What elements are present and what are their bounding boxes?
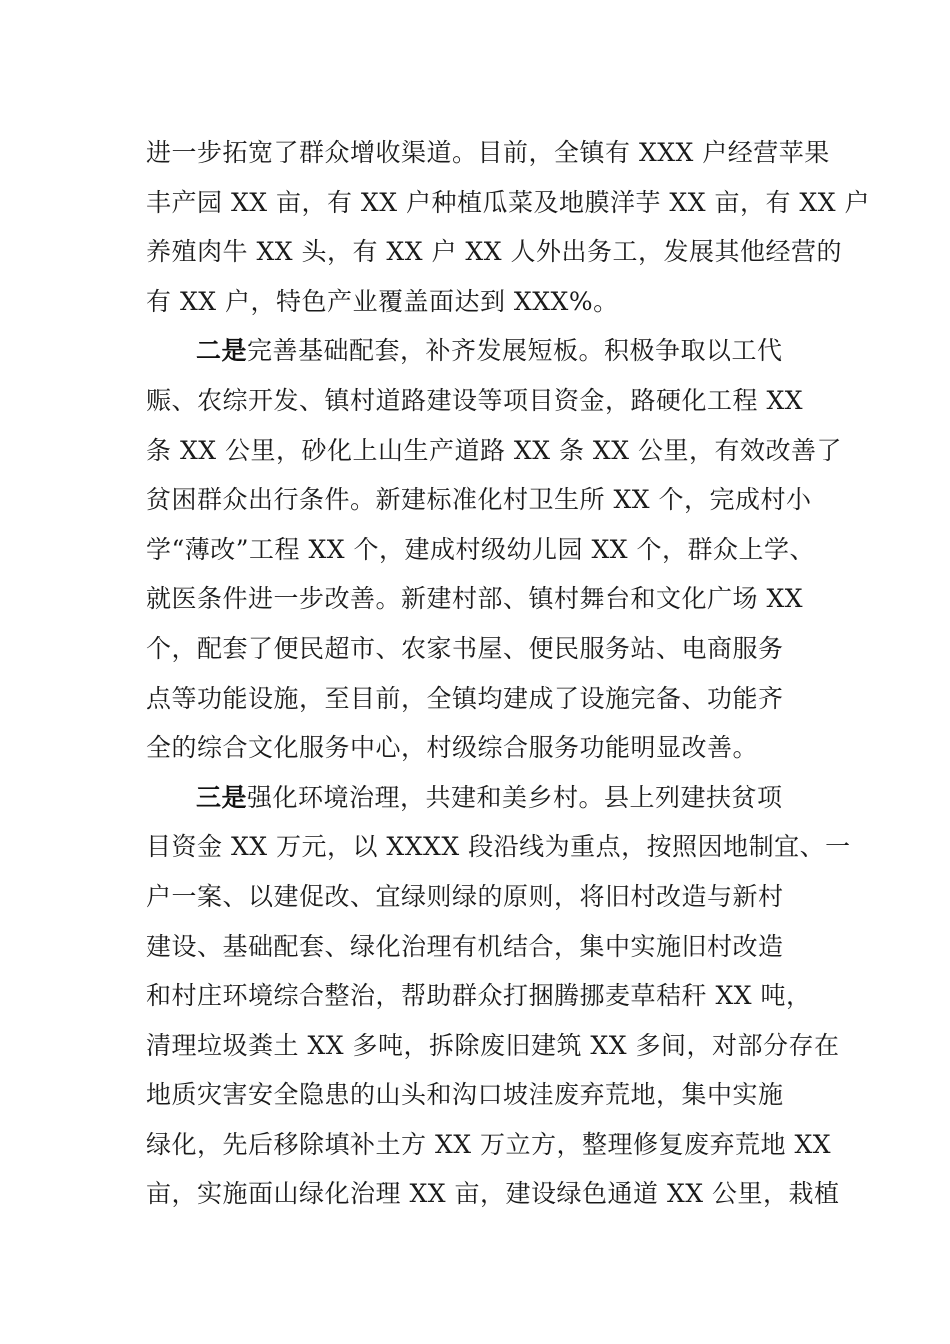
text-line: 强化环境治理，共建和美乡村。县上列建扶贫项 (247, 782, 783, 812)
text-line: 建设、基础配套、绿化治理有机结合，集中实施旧村改造 (146, 931, 784, 961)
text-line: 目资金 XX 万元，以 XXXX 段沿线为重点，按照因地制宜、一 (146, 832, 851, 862)
text-line-first (146, 773, 806, 823)
text-line: 进一步拓宽了群众增收渠道。目前，全镇有 XXX 户经营苹果 (146, 138, 830, 167)
text-line-first (146, 326, 806, 376)
text-line: 学“薄改”工程 XX 个，建成村级幼儿园 XX 个，群众上学、 (146, 534, 816, 564)
text-line: 和村庄环境综合整治，帮助群众打捆腾挪麦草秸秆 XX 吨， (146, 981, 812, 1011)
text-line: 就医条件进一步改善。新建村部、镇村舞台和文化广场 XX (146, 584, 804, 614)
text-line: 户一案、以建促改、宜绿则绿的原则，将旧村改造与新村 (146, 881, 784, 911)
paragraph-lead: 二是 (196, 336, 248, 366)
text-line: 亩，实施面山绿化治理 XX 亩，建设绿色通道 XX 公里，栽植 (146, 1179, 840, 1209)
text-line: 完善基础配套，补齐发展短板。积极争取以工代 (247, 336, 783, 366)
text-line: 赈、农综开发、镇村道路建设等项目资金，路硬化工程 XX (146, 385, 804, 415)
paragraph-lead: 三是 (196, 782, 248, 812)
text-line: 绿化，先后移除填补土方 XX 万立方，整理修复废弃荒地 XX (146, 1129, 832, 1159)
text-line: 地质灾害安全隐患的山头和沟口坡洼废弃荒地，集中实施 (146, 1080, 784, 1110)
paragraph-3 (146, 773, 851, 1219)
text-line: 有 XX 户，特色产业覆盖面达到 XXX%。 (146, 286, 619, 316)
text-line: 个，配套了便民超市、农家书屋、便民服务站、电商服务 (146, 633, 784, 663)
text-line: 贫困群众出行条件。新建标准化村卫生所 XX 个，完成村小 (146, 485, 812, 515)
text-line: 全的综合文化服务中心，村级综合服务功能明显改善。 (146, 733, 759, 763)
paragraph-1 (146, 128, 870, 326)
text-line: 丰产园 XX 亩，有 XX 户种植瓜菜及地膜洋芋 XX 亩，有 XX 户 (146, 187, 870, 217)
body-text (146, 128, 870, 1219)
text-line: 点等功能设施，至目前，全镇均建成了设施完备、功能齐 (146, 683, 784, 713)
text-line: 养殖肉牛 XX 头，有 XX 户 XX 人外出务工，发展其他经营的 (146, 237, 842, 267)
text-line: 清理垃圾粪土 XX 多吨，拆除废旧建筑 XX 多间，对部分存在 (146, 1030, 840, 1060)
paragraph-2 (146, 326, 842, 772)
text-line: 条 XX 公里，砂化上山生产道路 XX 条 XX 公里，有效改善了 (146, 435, 842, 465)
